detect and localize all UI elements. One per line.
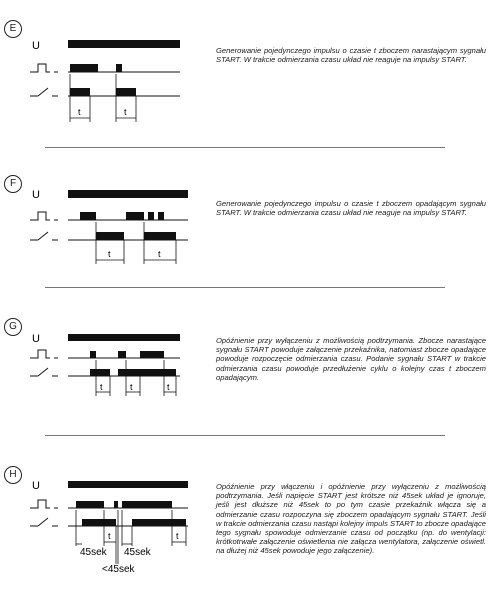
output-pulse [116, 88, 136, 96]
time-label: t [176, 531, 179, 541]
start-pulse [118, 351, 126, 358]
separator [45, 435, 445, 436]
supply-label: U [32, 333, 40, 345]
supply-signal [68, 190, 188, 198]
supply-label: U [32, 480, 40, 492]
separator [45, 287, 445, 288]
section-description: Generowanie pojedynczego impulsu o czasie t zboczem opadającym sygnału START. W trakcie odmierzania czasu układ nie reaguje na impulsy START. [216, 199, 486, 218]
start-symbol-icon [30, 350, 58, 358]
start-pulse [116, 64, 122, 72]
start-pulse [70, 64, 98, 72]
section-letter: H [4, 466, 22, 484]
start-symbol-icon [30, 500, 58, 508]
time-label: t [100, 382, 103, 392]
start-pulse [90, 351, 96, 358]
section-letter: F [4, 175, 22, 193]
section-description: Generowanie pojedynczego impulsu o czasie t zboczem narastającym sygnału START. W trakcie odmierzania czasu układ nie reaguje na impulsy START. [216, 46, 486, 65]
time-label: t [108, 531, 111, 541]
output-pulse [140, 369, 176, 376]
start-pulse [122, 501, 172, 508]
start-pulse [158, 212, 164, 220]
time-label: t [158, 249, 161, 259]
relay-contact-icon [30, 518, 58, 526]
time-label: t [108, 249, 111, 259]
time-label: 45sek [80, 547, 107, 558]
start-pulse [76, 501, 104, 508]
output-pulse [82, 519, 116, 526]
start-symbol-icon [30, 212, 58, 220]
timing-diagram [28, 474, 198, 576]
time-label: t [78, 107, 81, 117]
supply-signal [68, 334, 180, 341]
supply-label: U [32, 40, 40, 52]
output-pulse [118, 369, 140, 376]
output-pulse [70, 88, 90, 96]
output-pulse [144, 232, 176, 240]
relay-contact-icon [30, 368, 58, 376]
timing-diagram [28, 184, 198, 266]
relay-contact-icon [30, 88, 58, 96]
section-letter: E [4, 20, 22, 38]
section-description: Opóźnienie przy wyłączeniu z możliwością podtrzymania. Zbocze narastające sygnału START powoduje załączenie przekaźnika, natomiast zbocze opadające powoduje rozpoczęcie odmierzania czasu. Podanie sygnału START w trakcie odmierzania czasu powoduje przedłużenie cyklu o kolejny czas t zboczem opadającym. [216, 336, 486, 382]
section-description: Opóźnienie przy włączeniu i opóźnienie przy wyłączeniu z możliwością podtrzymania. Jeśli napięcie START jest krótsze niż 45sek układ je ignoruje, jeśli jest dłuższe niż 45sek to po tym czasie przekaźnik włącza się a odmierzanie czasu rozpoczyna się zboczem opadającym sygnału START. Jeśli w trakcie odmierzania czasu nastąpi kolejny impuls START to zbocze opadające tego sygnału spowoduje odmierzanie czasu od początku (np. do wentylacji: krótkotrwałe załączenie oświetlenia nie załącza wentylatora, załączenie oświetl. na dłużej niż 45sek powoduje jego załączenie). [216, 482, 486, 556]
supply-signal [68, 40, 180, 48]
start-symbol-icon [30, 64, 58, 72]
start-pulse [126, 212, 144, 220]
start-pulse [140, 351, 164, 358]
section-letter: G [4, 318, 22, 336]
start-pulse [148, 212, 154, 220]
output-pulse [90, 369, 110, 376]
start-pulse [114, 501, 118, 508]
time-label: 45sek [124, 547, 151, 558]
time-label: t [124, 107, 127, 117]
supply-label: U [32, 189, 40, 201]
relay-contact-icon [30, 232, 58, 240]
start-pulse [80, 212, 96, 220]
timing-diagram [28, 330, 188, 400]
time-label: t [167, 382, 170, 392]
output-pulse [132, 519, 186, 526]
time-label: <45sek [102, 564, 135, 575]
time-label: t [130, 382, 133, 392]
timing-diagram [28, 30, 188, 130]
supply-signal [68, 481, 188, 488]
output-pulse [96, 232, 124, 240]
separator [45, 147, 445, 148]
